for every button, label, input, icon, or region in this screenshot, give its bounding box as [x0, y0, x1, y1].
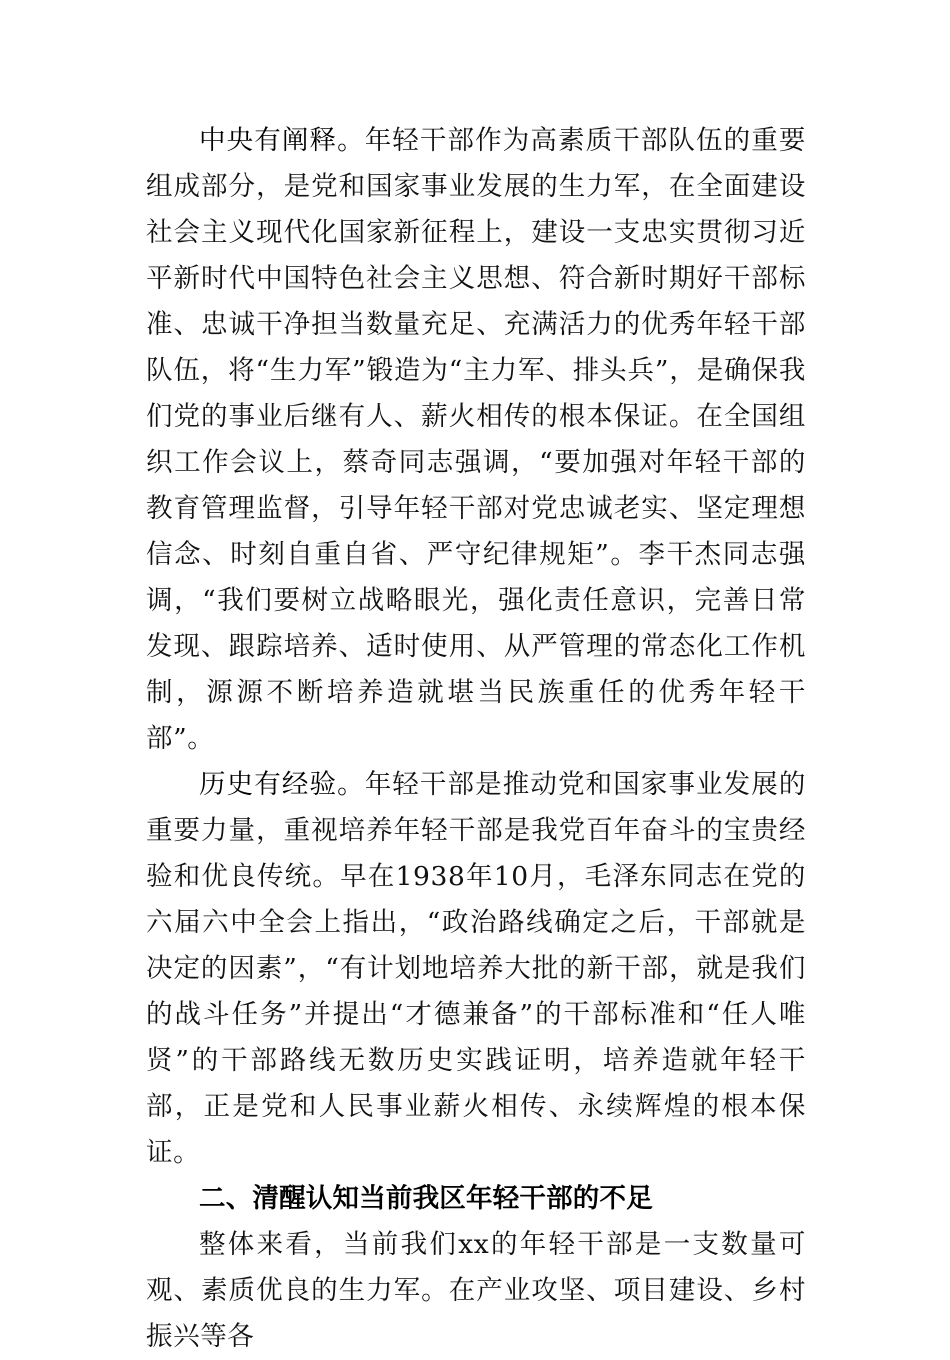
paragraph-lead: 中央有阐释。	[199, 125, 365, 156]
paragraph-historical-experience	[146, 762, 806, 1176]
paragraph-lead: 历史有经验。	[199, 769, 365, 800]
paragraph-body: 年轻干部是推动党和国家事业发展的重要力量，重视培养年轻干部是我党百年奋斗的宝贵经验和优良传统。早在1938年10月，毛泽东同志在党的六届六中全会上指出，“政治路线确定之后，干部就是决定的因素”，“有计划地培养大批的新干部，就是我们的战斗任务”并提出“才德兼备”的干部标准和“任人唯贤”的干部路线无数历史实践证明，培养造就年轻干部，正是党和人民事业薪火相传、永续辉煌的根本保证。	[146, 769, 806, 1168]
section-heading: 二、清醒认知当前我区年轻干部的不足	[199, 1183, 653, 1214]
paragraph-overall-view: 整体来看，当前我们xx的年轻干部是一支数量可观、素质优良的生力军。在产业攻坚、项目建设、乡村振兴等各	[146, 1229, 806, 1352]
paragraph-body: 年轻干部作为高素质干部队伍的重要组成部分，是党和国家事业发展的生力军，在全面建设社会主义现代化国家新征程上，建设一支忠实贯彻习近平新时代中国特色社会主义思想、符合新时期好干部标准、忠诚干净担当数量充足、充满活力的优秀年轻干部队伍，将“生力军”锻造为“主力军、排头兵”，是确保我们党的事业后继有人、薪火相传的根本保证。在全国组织工作会议上，蔡奇同志强调，“要加强对年轻干部的教育管理监督，引导年轻干部对党忠诚老实、坚定理想信念、时刻自重自省、严守纪律规矩”。李干杰同志强调，“我们要树立战略眼光，强化责任意识，完善日常发现、跟踪培养、适时使用、从严管理的常态化工作机制，源源不断培养造就堪当民族重任的优秀年轻干部”。	[146, 125, 806, 754]
paragraph-central-interpretation	[146, 118, 806, 762]
document-body	[146, 118, 806, 1360]
